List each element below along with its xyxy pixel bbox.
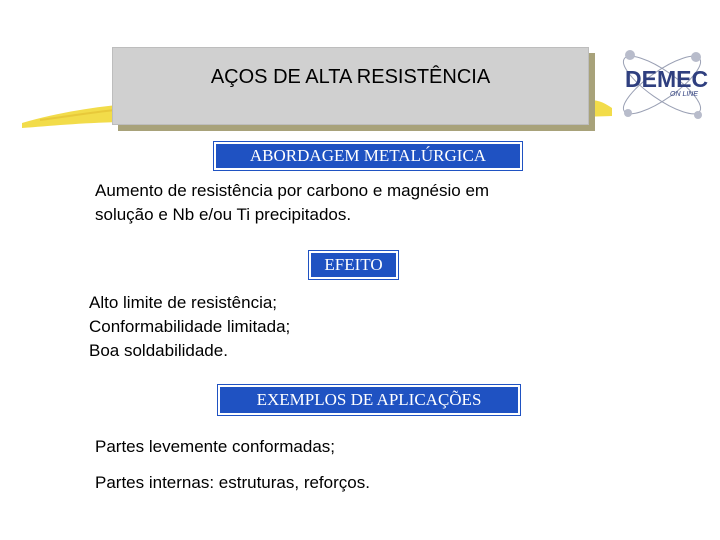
- text-line: Alto limite de resistência;: [89, 293, 278, 312]
- section-text-efeito: [89, 291, 290, 363]
- text-line: Aumento de resistência por carbono e magnésio em: [95, 181, 490, 200]
- section-label-efeito: EFEITO: [309, 251, 398, 279]
- logo-subtext: ON LINE: [670, 91, 699, 98]
- text-line: Boa soldabilidade.: [89, 341, 228, 360]
- text-line: Partes levemente conformadas;: [95, 437, 336, 456]
- section-text-exemplos: [95, 429, 370, 501]
- section-text-abordagem: [95, 179, 489, 227]
- text-line: Conformabilidade limitada;: [89, 317, 291, 336]
- title-box: [112, 47, 589, 125]
- page-title: AÇOS DE ALTA RESISTÊNCIA: [210, 66, 491, 88]
- text-line: Partes internas: estruturas, reforços.: [95, 473, 370, 492]
- text-line: solução e Nb e/ou Ti precipitados.: [95, 205, 352, 224]
- section-label-exemplos: EXEMPLOS DE APLICAÇÕES: [218, 385, 520, 415]
- logo-text: DEMEC: [625, 66, 709, 92]
- section-label-abordagem: ABORDAGEM METALÚRGICA: [214, 142, 522, 170]
- demec-logo: [612, 45, 712, 125]
